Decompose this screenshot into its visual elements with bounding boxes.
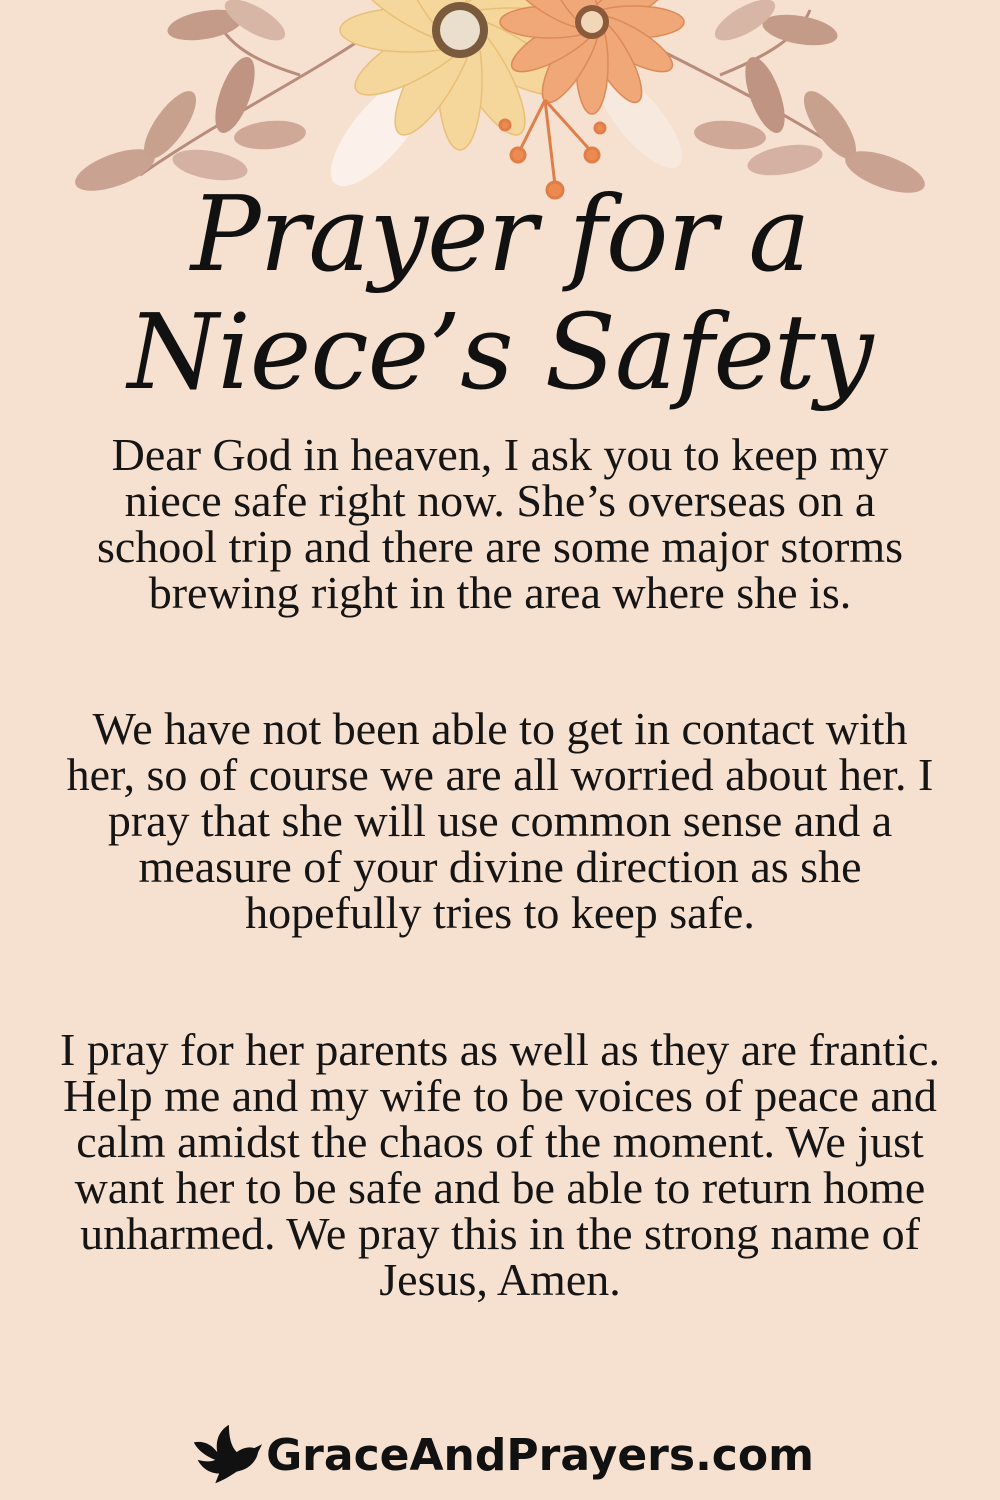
title-line-1: Prayer for a [190,173,810,295]
prayer-paragraph-2: We have not been able to get in contact with her, so of course we are all worried about her. I pray that she will use common sense and a measure of your divine direction as she hopefully tries to keep safe. [66,703,934,938]
title-line-2: Niece’s Safety [127,291,873,413]
prayer-paragraph-3: I pray for her parents as well as they are frantic. Help me and my wife to be voices of peace and calm amidst the chaos of the moment. We just want her to be safe and be able to return home unharmed. We pray this in the strong name of Jesus, Amen. [60,1024,940,1305]
prayer-paragraph-1: Dear God in heaven, I ask you to keep my niece safe right now. She’s overseas on a school trip and there are some major storms brewing right in the area where she is. [96,429,904,618]
dove-icon [186,1422,264,1488]
left-leaf-branch [70,0,360,199]
orange-daisy [500,0,684,114]
footer [0,1420,1000,1490]
right-leaf-branch [640,0,930,201]
site-name[interactable]: GraceAndPrayers.com [266,1429,814,1481]
